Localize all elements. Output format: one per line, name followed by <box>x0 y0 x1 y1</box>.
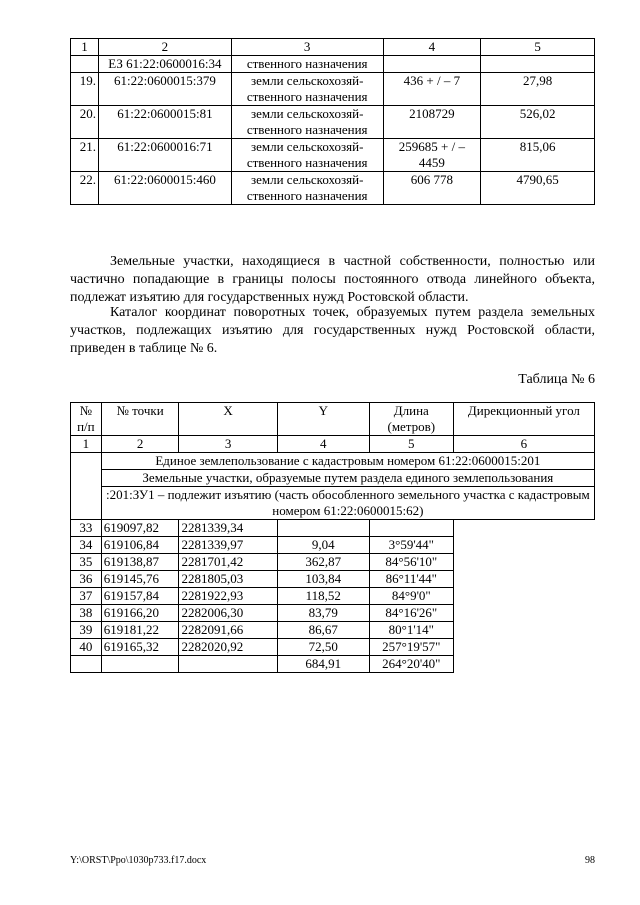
x-coordinate: 619138,87 <box>101 554 179 571</box>
value-cell: 27,98 <box>481 73 595 106</box>
header-cell: X <box>179 403 277 436</box>
point-number: 37 <box>71 588 102 605</box>
x-coordinate: 619181,22 <box>101 622 179 639</box>
category-cell: земли сельскохозяй-ственного назначения <box>231 139 383 172</box>
x-coordinate: 619166,20 <box>101 605 179 622</box>
point-number: 34 <box>71 537 102 554</box>
value-cell: 526,02 <box>481 106 595 139</box>
category-cell: земли сельскохозяй-ственного назначения <box>231 106 383 139</box>
category-cell: ственного назначения <box>231 56 383 73</box>
land-plots-table <box>70 38 595 205</box>
table-row <box>71 622 595 639</box>
table-row <box>71 56 595 73</box>
header-cell: 5 <box>481 39 595 56</box>
table-row <box>71 588 595 605</box>
y-coordinate: 2281922,93 <box>179 588 277 605</box>
x-coordinate: 619106,84 <box>101 537 179 554</box>
table-row <box>71 571 595 588</box>
header-cell: 3 <box>231 39 383 56</box>
cadastral-cell: 61:22:0600015:379 <box>98 73 231 106</box>
y-coordinate: 2282091,66 <box>179 622 277 639</box>
paragraph-private-land: Земельные участки, находящиеся в частной собственности, полностью или частично попадающие в границы полосы постоянного отвода линейного объекта, подлежат изъятию для государственных нужд Ростовской области. <box>70 254 595 305</box>
length-value: 86,67 <box>277 622 369 639</box>
angle-value: 80°1'14" <box>369 622 453 639</box>
section-row <box>71 487 595 520</box>
y-coordinate: 2281805,03 <box>179 571 277 588</box>
table-row <box>71 554 595 571</box>
cadastral-cell: 61:22:0600015:460 <box>98 172 231 205</box>
area-cell: 436 + / – 7 <box>383 73 481 106</box>
angle-value: 264°20'40" <box>369 656 453 673</box>
section-row <box>71 470 595 487</box>
table-header-row <box>71 39 595 56</box>
header-cell: № точки <box>101 403 179 436</box>
footer-file-path: Y:\ORST\Ppo\1030p733.f17.docx <box>70 855 207 866</box>
category-cell: земли сельскохозяй-ственного назначения <box>231 172 383 205</box>
length-value: 103,84 <box>277 571 369 588</box>
area-cell: 259685 + / – 4459 <box>383 139 481 172</box>
empty-index-cell <box>71 453 102 520</box>
row-number: 21. <box>71 139 99 172</box>
angle-value: 84°16'26" <box>369 605 453 622</box>
length-value: 72,50 <box>277 639 369 656</box>
x-coordinate: 619165,32 <box>101 639 179 656</box>
y-coordinate: 2282020,92 <box>179 639 277 656</box>
coordinates-table <box>70 402 595 673</box>
row-number: 20. <box>71 106 99 139</box>
column-number: 3 <box>179 436 277 453</box>
angle-value: 84°56'10" <box>369 554 453 571</box>
column-number: 2 <box>101 436 179 453</box>
point-number: 40 <box>71 639 102 656</box>
area-cell: 2108729 <box>383 106 481 139</box>
row-number: 22. <box>71 172 99 205</box>
angle-value: 3°59'44" <box>369 537 453 554</box>
y-coordinate: 2282006,30 <box>179 605 277 622</box>
point-number: 36 <box>71 571 102 588</box>
angle-value: 257°19'57" <box>369 639 453 656</box>
value-cell: 815,06 <box>481 139 595 172</box>
table-row <box>71 106 595 139</box>
angle-value: 84°9'0" <box>369 588 453 605</box>
cadastral-cell: ЕЗ 61:22:0600016:34 <box>98 56 231 73</box>
angle-value: 86°11'44" <box>369 571 453 588</box>
header-cell: Дирекционный угол <box>453 403 594 436</box>
area-cell: 606 778 <box>383 172 481 205</box>
cadastral-cell: 61:22:0600015:81 <box>98 106 231 139</box>
x-coordinate: 619145,76 <box>101 571 179 588</box>
length-value: 9,04 <box>277 537 369 554</box>
y-coordinate: 2281339,34 <box>179 520 277 537</box>
value-cell: 4790,65 <box>481 172 595 205</box>
table-row <box>71 172 595 205</box>
length-value: 118,52 <box>277 588 369 605</box>
point-number: 33 <box>71 520 102 537</box>
table-row <box>71 139 595 172</box>
header-cell: 2 <box>98 39 231 56</box>
category-cell: земли сельскохозяй-ственного назначения <box>231 73 383 106</box>
section-plot: :201:ЗУ1 – подлежит изъятию (часть обособленного земельного участка с кадастровым номером 61:22:0600015:62) <box>101 487 594 520</box>
cadastral-cell: 61:22:0600016:71 <box>98 139 231 172</box>
section-title: Единое землепользование с кадастровым номером 61:22:0600015:201 <box>101 453 594 470</box>
point-number: 39 <box>71 622 102 639</box>
table-header-row <box>71 403 595 436</box>
point-number: 35 <box>71 554 102 571</box>
length-value: 83,79 <box>277 605 369 622</box>
row-number: 19. <box>71 73 99 106</box>
table-row <box>71 605 595 622</box>
table-row <box>71 639 595 656</box>
column-number: 6 <box>453 436 594 453</box>
column-number: 4 <box>277 436 369 453</box>
column-number: 1 <box>71 436 102 453</box>
page-number: 98 <box>585 855 595 866</box>
point-number: 38 <box>71 605 102 622</box>
paragraph-catalog: Каталог координат поворотных точек, образуемых путем раздела земельных участков, подлежащих изъятию для государственных нужд Ростовской области, приведен в таблице № 6. <box>70 305 595 356</box>
table-caption: Таблица № 6 <box>518 372 595 387</box>
section-row <box>71 453 595 470</box>
table-row <box>71 73 595 106</box>
x-coordinate: 619097,82 <box>101 520 179 537</box>
header-cell: № п/п <box>71 403 102 436</box>
x-coordinate: 619157,84 <box>101 588 179 605</box>
y-coordinate: 2281701,42 <box>179 554 277 571</box>
y-coordinate: 2281339,97 <box>179 537 277 554</box>
header-cell: Длина (метров) <box>369 403 453 436</box>
length-value: 362,87 <box>277 554 369 571</box>
column-number: 5 <box>369 436 453 453</box>
section-subtitle: Земельные участки, образуемые путем раздела единого землепользования <box>101 470 594 487</box>
table-row <box>71 537 595 554</box>
header-cell: 1 <box>71 39 99 56</box>
length-value: 684,91 <box>277 656 369 673</box>
table-row <box>71 520 595 537</box>
column-number-row <box>71 436 595 453</box>
header-cell: 4 <box>383 39 481 56</box>
header-cell: Y <box>277 403 369 436</box>
table-row <box>71 656 595 673</box>
